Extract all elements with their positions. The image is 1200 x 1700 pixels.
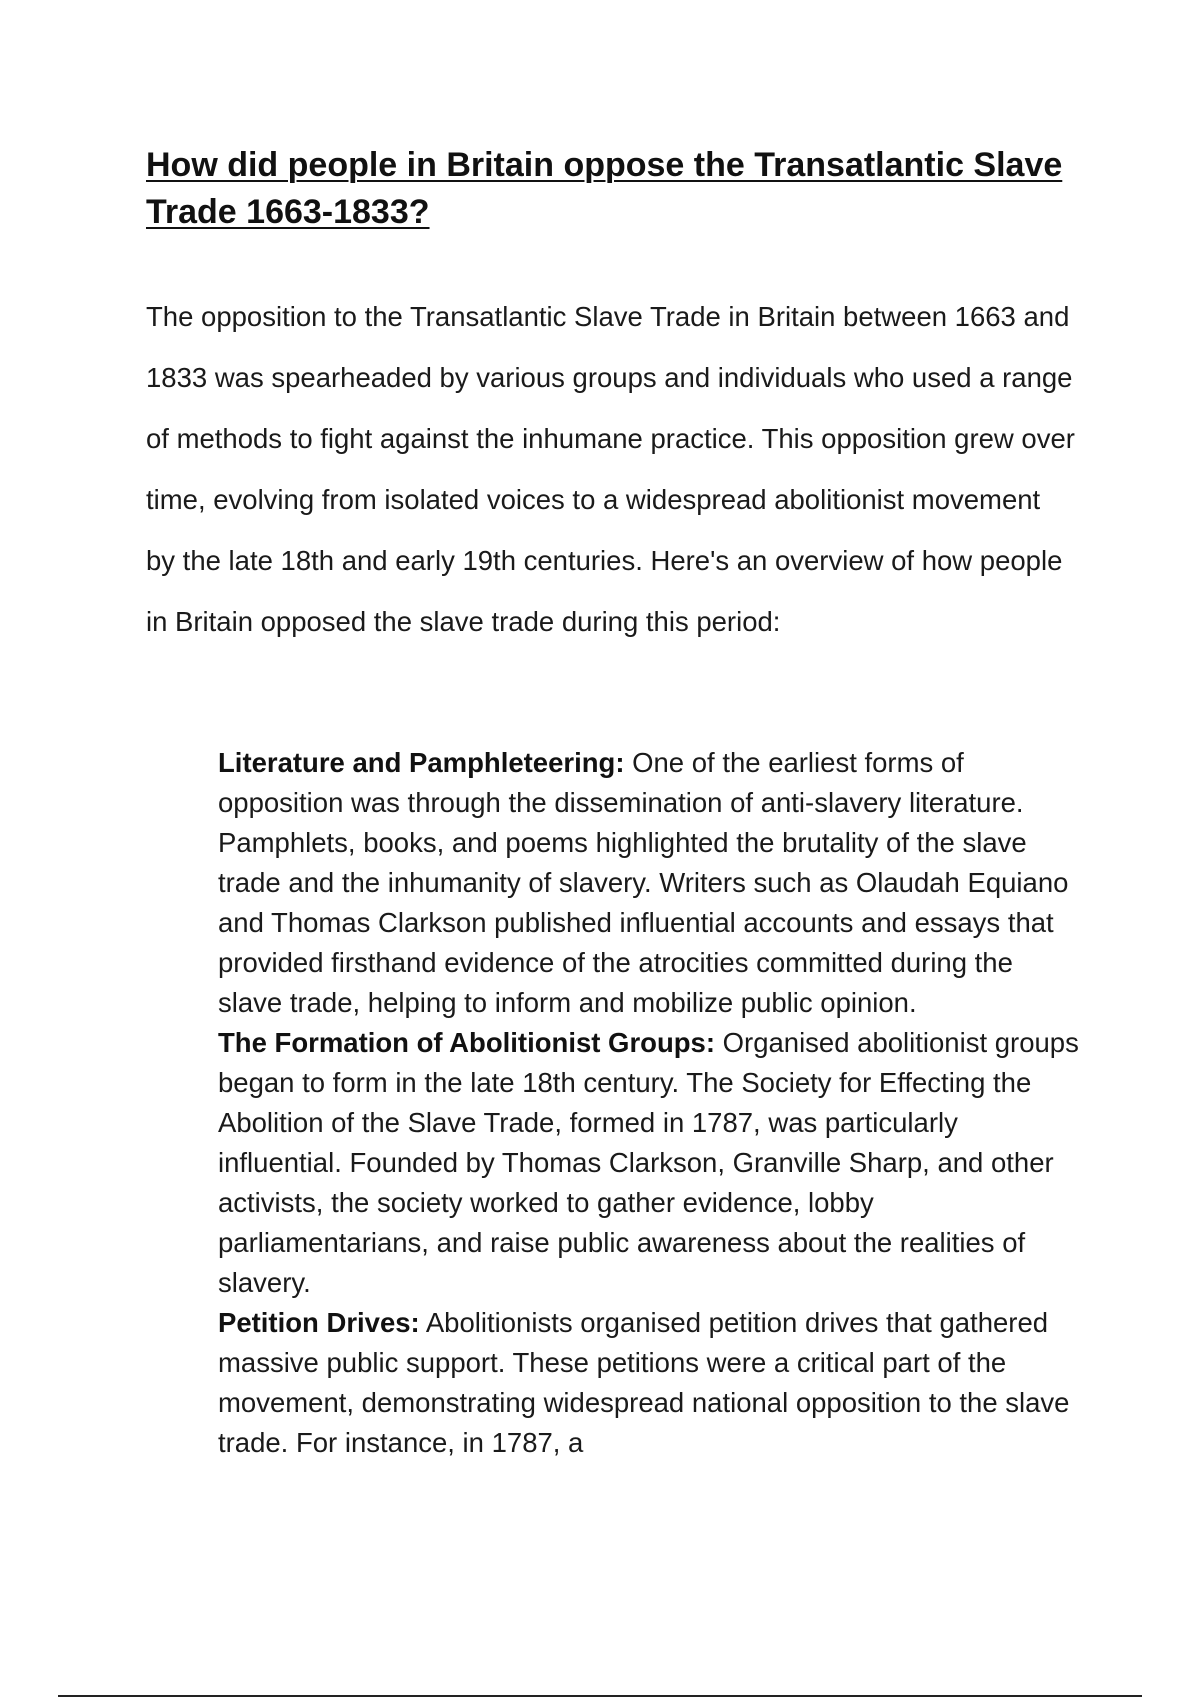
- section-body: One of the earliest forms of opposition was through the dissemination of anti-slavery literature. Pamphlets, books, and poems highlighted the brutality of the slave trade and the inhumanity of slavery. Writers such as Olaudah Equiano and Thomas Clarkson published influential accounts and essays that provided firsthand evidence of the atrocities committed during the slave trade, helping to inform and mobilize public opinion.: [218, 747, 1069, 1018]
- section-body: Abolitionists organised petition drives that gathered massive public support. These petitions were a critical part of the movement, demonstrating widespread national opposition to the slave trade. For instance, in 1787, a: [218, 1307, 1070, 1458]
- list-item: [218, 1303, 1080, 1463]
- list-item: [218, 1023, 1080, 1303]
- page-bottom-divider: [58, 1695, 1142, 1697]
- section-heading: The Formation of Abolitionist Groups:: [218, 1027, 715, 1058]
- methods-list: [218, 743, 1080, 1463]
- document-title: How did people in Britain oppose the Transatlantic Slave Trade 1663-1833?: [146, 146, 1063, 231]
- intro-paragraph: The opposition to the Transatlantic Slave Trade in Britain between 1663 and 1833 was spearheaded by various groups and individuals who used a range of methods to fight against the inhumane practice. This opposition grew over time, evolving from isolated voices to a widespread abolitionist movement by the late 18th and early 19th centuries. Here's an overview of how people in Britain opposed the slave trade during this period:: [146, 301, 1075, 637]
- list-item: [218, 743, 1080, 1023]
- section-heading: Petition Drives:: [218, 1307, 420, 1338]
- section-heading: Literature and Pamphleteering:: [218, 747, 625, 778]
- section-body: Organised abolitionist groups began to form in the late 18th century. The Society for Effecting the Abolition of the Slave Trade, formed in 1787, was particularly influential. Founded by Thomas Clarkson, Granville Sharp, and other activists, the society worked to gather evidence, lobby parliamentarians, and raise public awareness about the realities of slavery.: [218, 1027, 1079, 1298]
